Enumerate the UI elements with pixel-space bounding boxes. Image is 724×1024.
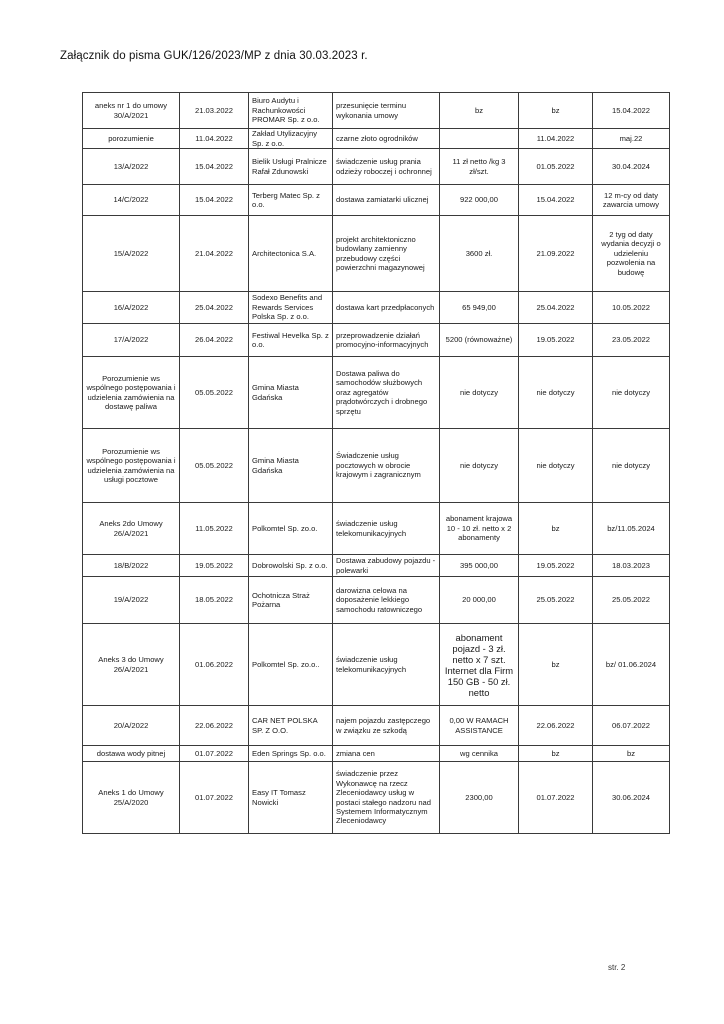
table-cell-c7: 25.05.2022 [593, 577, 670, 624]
table-cell-c2: 05.05.2022 [180, 429, 249, 503]
table-cell-c6: nie dotyczy [519, 357, 593, 429]
table-cell-c1: porozumienie [83, 129, 180, 149]
table-cell-c5: 395 000,00 [440, 555, 519, 577]
table-cell-c7: nie dotyczy [593, 357, 670, 429]
table-cell-c1: Aneks 1 do Umowy 25/A/2020 [83, 762, 180, 834]
table-cell-c3: Gmina Miasta Gdańska [249, 429, 333, 503]
table-row [83, 216, 670, 292]
table-cell-c7: 30.06.2024 [593, 762, 670, 834]
table-cell-c3: Gmina Miasta Gdańska [249, 357, 333, 429]
table-cell-c4: dostawa kart przedpłaconych [333, 292, 440, 324]
table-cell-c5: 0,00 W RAMACH ASSISTANCE [440, 706, 519, 746]
table-cell-c6: 01.05.2022 [519, 149, 593, 185]
table-cell-c3: Sodexo Benefits and Rewards Services Polska Sp. z o.o. [249, 292, 333, 324]
table-cell-c5: 11 zł netto /kg 3 zł/szt. [440, 149, 519, 185]
table-cell-c5: nie dotyczy [440, 429, 519, 503]
table-cell-c1: 15/A/2022 [83, 216, 180, 292]
table-cell-c3: Festiwal Hevelka Sp. z o.o. [249, 324, 333, 357]
table-row [83, 129, 670, 149]
table-cell-c6: 01.07.2022 [519, 762, 593, 834]
table-cell-c7: 10.05.2022 [593, 292, 670, 324]
table-cell-c5: 3600 zł. [440, 216, 519, 292]
table-cell-c6: nie dotyczy [519, 429, 593, 503]
table-row [83, 555, 670, 577]
table-row [83, 357, 670, 429]
table-row [83, 324, 670, 357]
table-cell-c1: Porozumienie ws wspólnego postępowania i udzielenia zamówienia na usługi pocztowe [83, 429, 180, 503]
table-cell-c1: 20/A/2022 [83, 706, 180, 746]
table-cell-c1: 19/A/2022 [83, 577, 180, 624]
table-cell-c2: 11.04.2022 [180, 129, 249, 149]
table-cell-c4: czarne złoto ogrodników [333, 129, 440, 149]
table-cell-c3: Polkomtel Sp. zo.o. [249, 503, 333, 555]
table-cell-c6: 25.04.2022 [519, 292, 593, 324]
table-row [83, 185, 670, 216]
table-cell-c7: 06.07.2022 [593, 706, 670, 746]
table-cell-c3: Easy IT Tomasz Nowicki [249, 762, 333, 834]
document-title: Załącznik do pisma GUK/126/2023/MP z dnia 30.03.2023 r. [60, 50, 368, 62]
table-cell-c3: Dobrowolski Sp. z o.o. [249, 555, 333, 577]
table-cell-c1: Aneks 2do Umowy 26/A/2021 [83, 503, 180, 555]
table-cell-c3: Zakład Utylizacyjny Sp. z o.o. [249, 129, 333, 149]
table-cell-c6: bz [519, 746, 593, 762]
table-cell-c7: 30.04.2024 [593, 149, 670, 185]
table-cell-c4: przeprowadzenie działań promocyjno-informacyjnych [333, 324, 440, 357]
page-number: str. 2 [608, 963, 626, 972]
table-cell-c5: 20 000,00 [440, 577, 519, 624]
table-cell-c6: 25.05.2022 [519, 577, 593, 624]
table-cell-c2: 01.07.2022 [180, 762, 249, 834]
table-cell-c2: 25.04.2022 [180, 292, 249, 324]
table-cell-c5: nie dotyczy [440, 357, 519, 429]
table-cell-c2: 11.05.2022 [180, 503, 249, 555]
table-cell-c1: 14/C/2022 [83, 185, 180, 216]
table-row [83, 93, 670, 129]
table-cell-c3: Architectonica S.A. [249, 216, 333, 292]
table-cell-c2: 21.03.2022 [180, 93, 249, 129]
table-cell-c4: darowizna celowa na doposażenie lekkiego samochodu ratowniczego [333, 577, 440, 624]
table-cell-c6: bz [519, 503, 593, 555]
table-cell-c5: 65 949,00 [440, 292, 519, 324]
table-cell-c7: 18.03.2023 [593, 555, 670, 577]
table-cell-c3: Biuro Audytu i Rachunkowości PROMAR Sp. z o.o. [249, 93, 333, 129]
table-cell-c2: 22.06.2022 [180, 706, 249, 746]
table-cell-c3: Bielik Usługi Pralnicze Rafał Zdunowski [249, 149, 333, 185]
table-cell-c4: zmiana cen [333, 746, 440, 762]
table-cell-c4: Dostawa paliwa do samochodów służbowych oraz agregatów prądotwórczych i drobnego sprzętu [333, 357, 440, 429]
table-cell-c7: 12 m-cy od daty zawarcia umowy [593, 185, 670, 216]
table-cell-c5: wg cennika [440, 746, 519, 762]
table-cell-c5: 2300,00 [440, 762, 519, 834]
table-cell-c6: 15.04.2022 [519, 185, 593, 216]
table-cell-c4: świadczenie przez Wykonawcę na rzecz Zleceniodawcy usług w postaci stałego nadzoru nad Systemem Informatycznym Zleceniodawcy [333, 762, 440, 834]
table-cell-c3: Eden Springs Sp. o.o. [249, 746, 333, 762]
table-cell-c6: 19.05.2022 [519, 324, 593, 357]
table-row [83, 503, 670, 555]
table-row [83, 762, 670, 834]
table-cell-c2: 26.04.2022 [180, 324, 249, 357]
table-cell-c6: bz [519, 624, 593, 706]
table-cell-c5: bz [440, 93, 519, 129]
table-cell-c7: 15.04.2022 [593, 93, 670, 129]
table-cell-c6: bz [519, 93, 593, 129]
table-cell-c5 [440, 129, 519, 149]
table-cell-c6: 21.09.2022 [519, 216, 593, 292]
table-cell-c7: nie dotyczy [593, 429, 670, 503]
table-cell-c7: bz/11.05.2024 [593, 503, 670, 555]
table-cell-c4: przesunięcie terminu wykonania umowy [333, 93, 440, 129]
table-cell-c1: Porozumienie ws wspólnego postępowania i udzielenia zamówienia na dostawę paliwa [83, 357, 180, 429]
table-row [83, 624, 670, 706]
table-cell-c2: 19.05.2022 [180, 555, 249, 577]
table-cell-c3: Terberg Matec Sp. z o.o. [249, 185, 333, 216]
table-cell-c7: bz/ 01.06.2024 [593, 624, 670, 706]
table-cell-c4: Dostawa zabudowy pojazdu - polewarki [333, 555, 440, 577]
table-cell-c4: świadczenie usług telekomunikacyjnych [333, 503, 440, 555]
table-cell-c2: 15.04.2022 [180, 185, 249, 216]
table-cell-c4: projekt architektoniczno budowlany zamienny przebudowy części powierzchni magazynowej [333, 216, 440, 292]
table-cell-c3: Polkomtel Sp. zo.o.. [249, 624, 333, 706]
table-cell-c6: 11.04.2022 [519, 129, 593, 149]
table-cell-c1: 18/B/2022 [83, 555, 180, 577]
table-cell-c4: świadczenie usług telekomunikacyjnych [333, 624, 440, 706]
table-cell-c2: 15.04.2022 [180, 149, 249, 185]
table-cell-c6: 22.06.2022 [519, 706, 593, 746]
table-cell-c4: najem pojazdu zastępczego w związku ze szkodą [333, 706, 440, 746]
table-row [83, 149, 670, 185]
table-cell-c5: 922 000,00 [440, 185, 519, 216]
table-cell-c5: abonament krajowa 10 - 10 zł. netto x 2 abonamenty [440, 503, 519, 555]
table-cell-c2: 01.07.2022 [180, 746, 249, 762]
table-row [83, 292, 670, 324]
table-row [83, 746, 670, 762]
table-cell-c1: Aneks 3 do Umowy 26/A/2021 [83, 624, 180, 706]
table-cell-c3: Ochotnicza Straż Pożarna [249, 577, 333, 624]
table-row [83, 706, 670, 746]
table-cell-c1: 13/A/2022 [83, 149, 180, 185]
table-cell-c1: dostawa wody pitnej [83, 746, 180, 762]
table-row [83, 429, 670, 503]
contracts-table [82, 92, 670, 834]
table-cell-c7: bz [593, 746, 670, 762]
table-cell-c4: świadczenie usług prania odzieży roboczej i ochronnej [333, 149, 440, 185]
table-cell-c3: CAR NET POLSKA SP. Z O.O. [249, 706, 333, 746]
table-cell-c4: Świadczenie usług pocztowych w obrocie krajowym i zagranicznym [333, 429, 440, 503]
table-cell-c1: aneks nr 1 do umowy 30/A/2021 [83, 93, 180, 129]
table-cell-c2: 01.06.2022 [180, 624, 249, 706]
table-cell-c5: 5200 (równoważne) [440, 324, 519, 357]
table-cell-c1: 17/A/2022 [83, 324, 180, 357]
table-cell-c2: 05.05.2022 [180, 357, 249, 429]
table-cell-c2: 18.05.2022 [180, 577, 249, 624]
table-cell-c7: maj.22 [593, 129, 670, 149]
table-cell-c2: 21.04.2022 [180, 216, 249, 292]
table-cell-c4: dostawa zamiatarki ulicznej [333, 185, 440, 216]
table-cell-c1: 16/A/2022 [83, 292, 180, 324]
table-cell-c7: 2 tyg od daty wydania decyzji o udzieleniu pozwolenia na budowę [593, 216, 670, 292]
table-cell-c5: abonament pojazd - 3 zł. netto x 7 szt. Internet dla Firm 150 GB - 50 zł. netto [440, 624, 519, 706]
table-row [83, 577, 670, 624]
table-cell-c7: 23.05.2022 [593, 324, 670, 357]
table-cell-c6: 19.05.2022 [519, 555, 593, 577]
